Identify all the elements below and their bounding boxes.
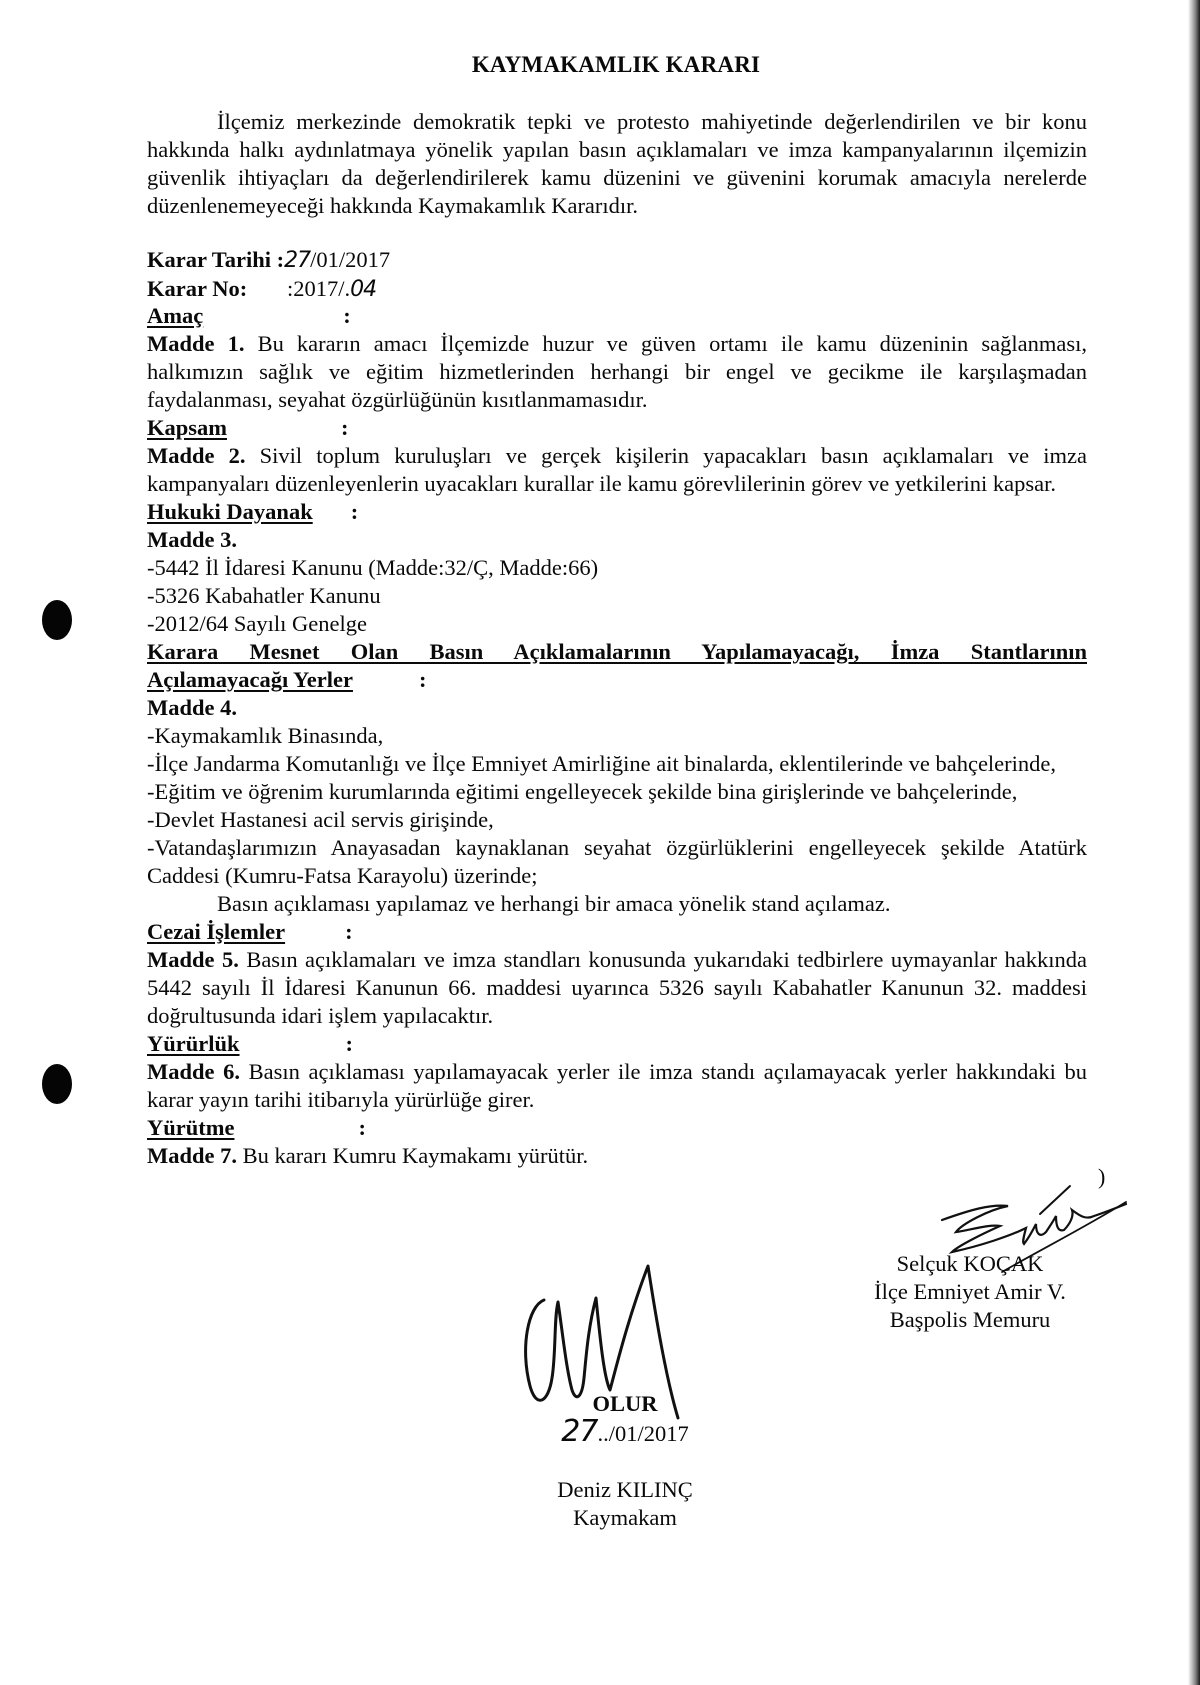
section-heading-karara-mesnet: Karara Mesnet Olan Basın Açıklamalarının Yapılamayacağı, İmza Stantlarının bbox=[147, 639, 1087, 664]
section-heading-cezai-islemler bbox=[147, 918, 1087, 946]
document-title: KAYMAKAMLIK KARARI bbox=[471, 52, 761, 77]
intro-paragraph: İlçemiz merkezinde demokratik tepki ve protesto mahiyetinde değerlendirilen ve bir konu hakkında halkı aydınlatmaya yönelik yapılan basın açıklamaları ve imza kampanyalarının ilçemizin güvenlik ihtiyaçları da değerlendirilerek kamu düzenini ve güvenini korumak amacıyla nerelerde düzenlenemeyeceği hakkında Kaymakamlık Kararıdır. bbox=[147, 109, 1087, 218]
article-3-label: Madde 3. bbox=[147, 527, 237, 552]
article-4-closing: Basın açıklaması yapılamaz ve herhangi bir amaca yönelik stand açılamaz. bbox=[217, 891, 891, 916]
heading-colon: : bbox=[341, 415, 349, 440]
article-3-item: -5442 İl İdaresi Kanunu (Madde:32/Ç, Madde:66) bbox=[147, 555, 599, 580]
article-label: Madde 1. bbox=[147, 331, 245, 356]
approval-date-handwritten: 27 bbox=[561, 1414, 598, 1449]
approval-date bbox=[520, 1414, 730, 1449]
approval-date-value: ../01/2017 bbox=[597, 1421, 689, 1446]
punch-hole-top bbox=[42, 600, 72, 640]
section-heading-yurutme bbox=[147, 1114, 1087, 1142]
approval-olur: OLUR bbox=[592, 1391, 658, 1416]
decision-number-label: Karar No: bbox=[147, 276, 248, 301]
article-label: Madde 7. bbox=[147, 1143, 237, 1168]
heading-text: Amaç bbox=[147, 303, 204, 328]
article-4-item: -Kaymakamlık Binasında, bbox=[147, 723, 384, 748]
heading-colon: : bbox=[345, 1031, 354, 1056]
signatory-title: İlçe Emniyet Amir V. bbox=[874, 1279, 1066, 1304]
decision-number-handwritten: 04 bbox=[350, 277, 377, 302]
heading-text: Kapsam bbox=[147, 415, 228, 440]
article-label: Madde 5. bbox=[147, 947, 239, 972]
heading-colon: : bbox=[358, 1115, 366, 1140]
article-4-item: -Vatandaşlarımızın Anayasadan kaynaklanan seyahat özgürlüklerini engelleyecek şekilde Atatürk Caddesi (Kumru-Fatsa Karayolu) üzerinde; bbox=[147, 835, 1087, 888]
article-6 bbox=[147, 1058, 1087, 1114]
decision-meta bbox=[147, 246, 1087, 304]
article-4-label: Madde 4. bbox=[147, 695, 237, 720]
heading-text: Yürürlük bbox=[147, 1031, 240, 1056]
stray-mark: ) bbox=[1098, 1164, 1106, 1189]
decision-date-row bbox=[147, 246, 1087, 275]
punch-hole-bottom bbox=[42, 1064, 72, 1104]
decision-number-row bbox=[147, 275, 1087, 304]
article-4-item: -Eğitim ve öğrenim kurumlarında eğitimi engelleyecek şekilde bina girişlerinde ve bahçelerinde, bbox=[147, 779, 1018, 804]
article-text: Bu kararı Kumru Kaymakamı yürütür. bbox=[237, 1143, 589, 1168]
article-4-item: -İlçe Jandarma Komutanlığı ve İlçe Emniyet Amirliğine ait binalarda, eklentilerinde ve bahçelerinde, bbox=[147, 751, 1057, 776]
signatory-rank: Başpolis Memuru bbox=[889, 1307, 1051, 1332]
section-heading-hukuki-dayanak bbox=[147, 498, 1087, 526]
heading-colon: : bbox=[343, 303, 351, 328]
decision-date-handwritten-day: 27 bbox=[284, 248, 311, 273]
decision-number-value: :2017/. bbox=[287, 276, 351, 301]
heading-colon: : bbox=[418, 667, 427, 692]
section-heading-kapsam bbox=[147, 414, 1087, 442]
heading-text: Cezai İşlemler bbox=[147, 919, 286, 944]
article-3-item: -2012/64 Sayılı Genelge bbox=[147, 611, 367, 636]
decision-date-label: Karar Tarihi : bbox=[147, 247, 285, 272]
article-3-item: -5326 Kabahatler Kanunu bbox=[147, 583, 381, 608]
heading-colon: : bbox=[350, 499, 359, 524]
article-text: Sivil toplum kuruluşları ve gerçek kişilerin yapacakları basın açıklamaları ve imza kampanyaları düzenleyenlerin uyacakları kurallar ile kamu görevlilerinin görev ve yetkilerini kapsar. bbox=[147, 443, 1088, 496]
article-2 bbox=[147, 442, 1087, 498]
section-heading-karara-mesnet-line2 bbox=[147, 666, 1087, 694]
article-label: Madde 2. bbox=[147, 443, 246, 468]
approval-block bbox=[520, 1390, 730, 1532]
heading-text: Hukuki Dayanak bbox=[147, 499, 313, 524]
article-text: Bu kararın amacı İlçemizde huzur ve güven ortamı ile kamu düzeninin sağlanması, halkımızın sağlık ve eğitim hizmetlerinden herhangi bir engel ve gecikme ile karşılaşmadan faydalanması, seyahat özgürlüğünün kısıtlanmamasıdır. bbox=[147, 331, 1087, 412]
article-text: Basın açıklamaları ve imza standları konusunda yukarıdaki tedbirlere uymayanlar hakkında 5442 sayılı İl İdaresi Kanunun 66. maddesi uyarınca 5326 sayılı Kabahatler Kanunun 32. maddesi doğrultusunda idari işlem yapılacaktır. bbox=[147, 947, 1087, 1028]
section-heading-yururluk bbox=[147, 1030, 1087, 1058]
section-heading-amac bbox=[147, 302, 1087, 330]
approval-name: Deniz KILINÇ bbox=[557, 1477, 693, 1502]
article-4-item: -Devlet Hastanesi acil servis girişinde, bbox=[147, 807, 494, 832]
approval-title: Kaymakam bbox=[573, 1505, 677, 1530]
articles bbox=[147, 302, 1087, 1170]
article-7 bbox=[147, 1142, 1087, 1170]
decision-date-value: /01/2017 bbox=[310, 247, 391, 272]
heading-text: Yürütme bbox=[147, 1115, 235, 1140]
article-5 bbox=[147, 946, 1087, 1030]
article-text: Basın açıklaması yapılamayacak yerler ile imza standı açılamayacak yerler hakkındaki bu karar yayın tarihi itibarıyla yürürlüğe girer. bbox=[147, 1059, 1087, 1112]
heading-colon: : bbox=[345, 919, 353, 944]
article-label: Madde 6. bbox=[147, 1059, 240, 1084]
article-1 bbox=[147, 330, 1087, 414]
signatory-name: Selçuk KOÇAK bbox=[896, 1251, 1044, 1276]
signatory-police bbox=[860, 1250, 1080, 1334]
heading-text: Açılamayacağı Yerler bbox=[147, 667, 353, 692]
scan-edge-shadow bbox=[1188, 0, 1200, 1685]
